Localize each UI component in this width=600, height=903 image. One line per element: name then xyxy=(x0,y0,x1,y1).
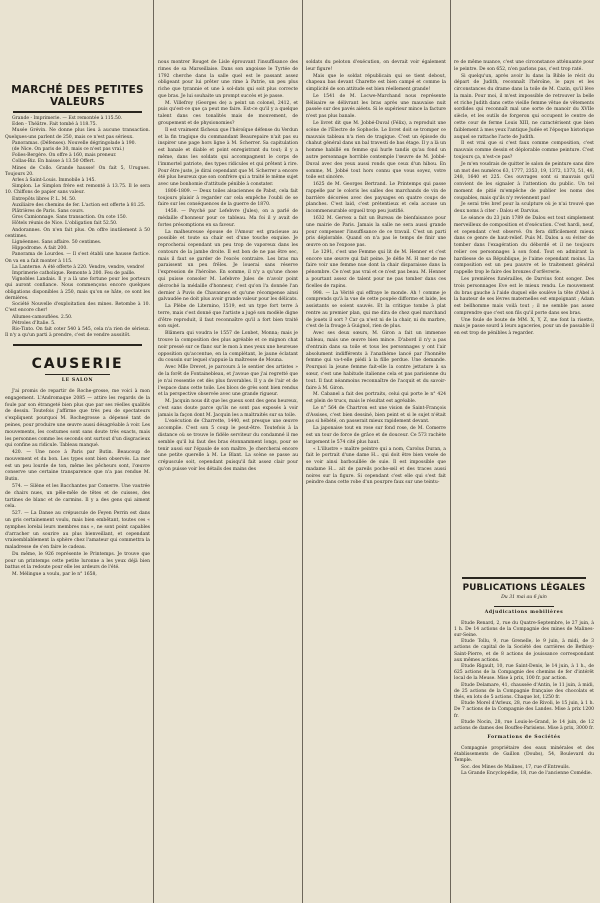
market-item: Musée Grévin. Ne donne plus lieu à aucune transaction. Quelques-uns parlent de 250, mais ce n'est pas sérieux. xyxy=(5,128,150,140)
markets-list xyxy=(5,116,150,339)
market-item: Société Nouvelle d'exploitation des mines. Retombe à 10. C'est encore cher! xyxy=(5,302,150,314)
legal-item: Etude Tollu, 9, rue Grenelle, le 9 juin, à midi, de 3 actions de capital de la Société des carrières de Bethisy-Saint-Pierre, et de 8 actions de jouissance correspondant aux mêmes actions. xyxy=(454,639,594,663)
market-item: Imprimerie catholique. Remonte à 200. Feu de paille. xyxy=(12,271,136,277)
market-item: Simplon. Le Simplon frère est remonté à 13.75. Il le sera 10. Chiffons de papier sans valeur. xyxy=(5,184,150,196)
legal-subheading: Adjudications mobilières xyxy=(484,609,564,615)
legal-section xyxy=(454,574,594,777)
market-item: (de Nice. On paris de 30, mais ce n'est pas vrai.) xyxy=(12,147,125,153)
article-paragraph: 1625 de M. Georges Bertrand. Le Printemps qui passe rappelle par le coloris les salles des marchands de vin de barrière décorées avec des paysages en quatre coups de planches. C'est laid, c'est prétentieux et cela accuse un incommensurable orgueil trop peu justifié. xyxy=(306,182,446,215)
legal-heading: PUBLICATIONS LÉGALES xyxy=(462,583,586,593)
market-item: Gros Camionnage. Sans transaction. On cote 150. xyxy=(12,215,128,221)
column-rule xyxy=(450,0,451,903)
section-rule xyxy=(494,606,554,607)
market-item: Hippodrome. A fait 200. xyxy=(12,246,68,252)
article-paragraph: M. Villefroy (Georges de) a peint un colonel, 2412, et puis qu'est-ce que ça peut me faire. Est-ce qu'il y a quelque talent dans ces tonalités mais de mouvement, de groupement et de physionomies? xyxy=(158,100,298,127)
market-item: La Lanterne. A été offerte à 220. Vendre, vendre, vendre! xyxy=(12,264,145,270)
article-paragraph: Le livret dit que M. Jobbé-Duval (Félix), a reproduit une scène de l'Électre de Sophocle. Le livret doit se tromper ce mauvais tableau n'a rien de tragique. C'est un épisode du chahut général dans un bal travesti de bas étage. Il y a là un homme habillé en femme qui hurle tandis qu'au fond un autre personnage horrible contemple l'œuvre de M. Jobbé-Duval avec des yeux aussi ronds que ceux d'un hibou. En somme, M. Jobbé tout hors connu que vous soyez, votre toile est sincère. xyxy=(306,121,446,181)
section-rule xyxy=(462,577,586,579)
legal-subheading: Formations de Sociétés xyxy=(487,735,561,741)
article-paragraph: nous montrer Rouget de Lisle éprouvant l'insuffisance des rimes de sa Marseillaise. Dans son angoisse le Tyrtée de 1792 cherche dans la salle quel est le passant assez obligeant pour lui prêter une rime à Patrie, un peu plus riche que tyrannie et une à sol-dats qui soit plus correcte que bras. Je lui souhaite un prompt succès et je passe. xyxy=(158,60,298,99)
article-paragraph: 1806-1809. — Deux toiles alsaciennes de Pabst, cela fait toujours plaisir à regarder car cela empêche l'oubli de se faire sur les conséquences de la guerre de 1870. xyxy=(158,188,298,208)
market-item: Plâtrières de Paris. Sans cours. xyxy=(12,209,85,215)
market-item: Panoramas. (Défenses). Nouvelle dégringolade à 190. xyxy=(12,140,136,146)
causerie-heading: CAUSERIE xyxy=(31,356,124,373)
article-paragraph: Le séance du 23 juin 1789 de Dalou est tout simplement merveilleux de composition et d'exécution. C'est hardi, neuf, et cependant c'est observé. On fera difficilement mieux dans ce genre de haut-relief. Puis M. Dalou a su éviter de tomber dans l'exagération du débordé et il ne toujours relier ces personnages à son fond. Tout en admirant la hardiesse de sa République, je l'aime cependant moins. La composition est un peu pauvre et le traitement général rappelle trop le faire des bronzes d'orfèvrerie. xyxy=(454,215,594,276)
article-paragraph: La japonaise tout en rose sur fond rose, de M. Comerre est un tour de force de grâce et de douceur. Ce 573 rachète largement le 574 cité plus haut. xyxy=(306,426,446,445)
market-item: Vignobles Landais. Il y a là une fortune pour les porteurs qui auront confiance. Nous commençons encore quelques obligations disponibles à 250, mais qu'on se hâte, ce sont les dernières. xyxy=(5,277,150,301)
legal-dates: Du 31 mai au 6 juin xyxy=(501,595,547,600)
article-paragraph: 420. — Une noce à Paris par Butin. Beaucoup de mouvement et du bon. Les types sont bien observés. La mer est un peu lourde de ton, même les pêcheurs sont, l'œuvre conserve une certaine transparence que n'a pas rendue M. Butin. xyxy=(5,450,150,483)
legal-item: Soc. des Mines de Malines, 17, rue d'Entreuils. xyxy=(461,764,570,770)
market-item: Rio-Tinto. On fait coter 540 à 545, cela n'a rien de sérieux. Il n'y a qu'un parti à prendre, c'est de vendre aussitôt. xyxy=(5,326,150,339)
column-2 xyxy=(158,0,298,903)
legal-item: Etude Morel d'Arleux, 28, rue de Rivoli, le 15 juin, à 1 h. De 7 actions de la Compagnie des Landes. Mise à prix 1200 fr. xyxy=(454,701,594,719)
market-item: Pétroles d'Italie. 5. xyxy=(12,320,56,326)
market-item: Folies-Bergère. On offre à 160, mais preneur. xyxy=(12,153,117,159)
market-item: Allumes-camouflées. 2.50. xyxy=(12,314,73,320)
heading-rule xyxy=(13,111,142,113)
article-paragraph: Si quelqu'un, après avoir lu dans la Bible le récit du départ de Judith, reconnaît l'héroïne, le pays et les circonstances du drame dans la toile de M. Cazin, qu'il lève la main. Pour moi, il m'est impossible de retrouver la belle et riche Judith dans cette vieille femme vêtue de vêtements sordides qui reconnaît mal une sorte de manoir du XVIIe siècle, et les outils de forgeron qui occupent le centre de cette cour de ferme Louis XIII, ne caractérisent que bien faiblement à mes yeux l'antique Judée et l'époque historique auquel se rattache l'acte de Judith. xyxy=(454,73,594,140)
article-paragraph: 998. — La Vérité qui effraye le monde. Ah ! comme je comprends qu'à la vue de cette poupée difforme et laide, les assistants se soient sauvés. Et la critique tombe à plat rentre au premier plan, qui me dira de chez quel marchand de jouets il sort ? Car ça n'est ni de la chair, ni du marbre, c'est de la frouge à Guignol, rien de plus. xyxy=(306,290,446,330)
article-paragraph: M. Jacquin nous dit que les gueux sont des gens heureux, c'est sans doute parce qu'ils ne sont pas exposés à voir jamais la façon dont M. Jacquin les a maltraités sur sa toile. xyxy=(158,399,298,418)
causerie-text xyxy=(5,389,150,579)
salon-subheading: LE SALON xyxy=(61,378,94,384)
markets-heading: MARCHÉ DES PETITES VALEURS xyxy=(11,84,144,108)
market-item: Collas-Biz. En baisse à 13.50 Offert. xyxy=(12,159,96,165)
article-paragraph: 574. — Silène et les Bacchantes par Comerre. Une vautrée de chairs nues, un pêle-mêle de têtes et de cuisses, des tartines de blanc et de carmins. Il y a des gens qui aiment cela. xyxy=(5,484,150,510)
article-paragraph: La malheureuse épouse de l'Amour est gracieuse au possible et toute sa chair est d'une touche exquise. Je reprocherai cependant un peu trop de vaporeux dans les contours de la jambe droite. Il est bon de ne pas être sec, mais il faut se garder de l'excès contraire. Les bras ma paraissent un peu frêles. Je louerai sans réserve l'expression de l'héroïne. En somme, il n'y a qu'une chose qui puisse consoler M. Lefebvre Jules de n'avoir point décroché la médaille d'honneur, c'est qu'on l'a donnée l'an dernier à Puvis de Chavannes et qu'une récompense ainsi galvaudée ne doit plus avoir grande valeur pour les délicats. xyxy=(158,229,298,303)
legal-item: Etude Delamare, 41, chaussée d'Antin, le 11 juin, à midi, de 25 actions de la Compagnie française des chocolats et thés, en lots de 5 actions. Chaque lot, 1250 fr. xyxy=(454,682,594,700)
article-paragraph: Avec ses deux sœurs, M. Giron a fait un immense tableau, mais une œuvre bien mince. D'abord il n'y a pas d'entrain dans sa toile et tous les personnages y ont l'air absolument indifférents à l'anathème lancé par l'honnête femme qui va-t-elle piédi à la fille perdue. Une demande. Pourquoi la jeune femme fait-elle la contre jettature à sa sœur, c'est une habitude italienne cela et pas parisienne du tout. Il faut néanmoins reconnaître de l'acquit et du savoir-faire à M. Giron. xyxy=(306,331,446,391)
article-paragraph: M. Mélingue a voulu, par le n° 1658, xyxy=(12,572,97,578)
column-1 xyxy=(5,0,150,903)
market-item: Arles à Saint-Louis. Immobile à 145. xyxy=(12,178,96,184)
article-paragraph: Le 1541 de M. Locwe-Marchand nous représente Bélisaire se délivrant les bras après une mauvaise nuit passée sur des pavés aiéets. Si le supérieur mince la facture n'est pas plus banale. xyxy=(306,93,446,120)
article-paragraph: Les premières funérailles, de Darvius font songer. Des trois personnages Eve est le mieux rendu. Le mouvement du bras gauche à l'aide duquel elle soulève la tête d'Abel à la hauteur de ses lèvres maternelles est empoignant ; Adam est bellhomme mais voilà tout ; il ne semble pas assez comprendre que c'est son fils qu'il porte dans ses bras. xyxy=(454,277,594,316)
article-paragraph: 1632 M. Gervex a fait un Bureau de bienfaisance pour une mairie de Paris. Jamais la salle ne sera aussi grande pour compenser l'insuffisance de ce travail. C'est un parti pris déplorable. Quand on n'a pas le temps de finir une œuvre on ne l'expose pas. xyxy=(306,215,446,249)
market-item: Auxiliaire des chemins de fer. L'action est offerte à 81.25. xyxy=(12,202,146,208)
article-paragraph: Le 1291, c'est une Femme qui lit de M. Henner et c'est encore une œuvre qui fait peine. Je défie M. H mer de me faire voir une femme nue dont la chair disparaisse dans la pénombre. Ce n'est pas vrai et ce n'est pas beau. M. Henner a pourtant assez de talent pour ne pas tomber dans ces ficelles de rapins. xyxy=(306,249,446,289)
legal-item: Compagnie propriétaire des eaux minérales et des établissements de Gaillon (Doubs), 54, Boulevard du Temple. xyxy=(454,746,594,764)
article-paragraph: Du même, le 926 représente le Printemps. Je trouve que pour un printemps cette petite luronne a les yeux déjà bien battus et la redoute pour elle les ardeurs de l'été. xyxy=(5,551,150,571)
column-3 xyxy=(306,0,446,903)
market-item: Eden - Théâtre. Fait tombé à 118.75. xyxy=(12,122,97,128)
article-paragraph: Il est vrai que si c'est faux comme composition, c'est mauvais comme dessin et déplorable comme peinture. C'est toujours ça, n'est-ce pas? xyxy=(454,141,594,160)
column-4 xyxy=(454,0,594,903)
market-item: Mines de Collo. Grande hausse! On fait 5, Urugues. Toujours 20. xyxy=(5,165,150,177)
market-item: Andorannes. On n'en fait plus. On offre inutilement à 50 centimes. xyxy=(5,227,150,239)
legal-item: Etude Nocin, 28, rue Louis-le-Grand, le 14 juin, de 12 actions de dames des Bouffes-Parisiens. Mise à prix, 3000 fr. xyxy=(454,719,594,732)
article-paragraph: « L'illustre » maître peintre qui a nom, Carolus Duran, a fait le portrait d'une dame H... qui doit être bien vexée de se voir ainsi barbouillée de suie. Il est impossible que madame H... ait de pareils poche-œil et des traces aussi noires sur la figure. Si cependant c'est elle qui s'est fait peindre dans cette robe d'un pourpre faux sur une teintu- xyxy=(306,446,446,486)
section-rule xyxy=(45,374,110,375)
article-paragraph: L'exécution de Charrette, 1440, est presque une œuvre accomplie. C'est son 5 coup le peut-être. Toutefois à la distance où se trouve le fidèle serviteur du condamné il me semble qu'il lui faut des bras étonnamment longs, pour se tenir aussi sur l'épaule de son maître. Je chercherai encore une petite querelle à M. Le Blant. La scène se passe au crépuscule soit, cependant puisqu'il fait assez clair pour qu'on puisse voir les détails des mains des xyxy=(158,419,298,472)
article-paragraph: 527. — La Danse au crépuscule de Feyen Perrin est dans un gris certainement voulu, mais bien embêtant, toutes ces « nymphes lorelai leurs membres nus », ne sont point capables d'arracher un sourire au plus bienveillant, et cependant vraisemblablement la sphère chez l'amateur qui commettra la maladresse de s'en faire le cadeau. xyxy=(5,511,150,551)
adjudications-list xyxy=(454,621,594,733)
market-item: Lignéennes. Sans affaire. 50 centimes. xyxy=(12,240,102,246)
column-rule xyxy=(302,0,303,903)
article-paragraph: Mais que le soldat républicain qui se tient debout, chapeau bas devant Charette est bien campé et comme la simplicité de son attitude est bien réellement grande! xyxy=(306,73,446,93)
article-paragraph: J'ai promis de repartir de Roche-grosse, me voici à mon engagement. L'Andromaque 2085 — attire les regards de la foule par son étrangeté bien plus que par ses réelles qualités de dessin. Toutefois j'affirme que très peu de spectateurs s'expliquent pourquoi M. Rochegrosse a dépensé tant de peines, pour produire une œuvre aussi désagréable à voir. Les mouvements, les costumes sont sans doute très exacts, mais les personnes comme les seconds ont surtout d'un disgracieux qui confine au ridicule. Tableau manqué. xyxy=(5,389,150,449)
column-rule xyxy=(153,0,154,903)
market-item: Panorama de Lourdes. — Il s'est établi une hausse factice. On va en a fait monter à 115. xyxy=(5,252,150,264)
article-paragraph: Il est vraiment fâcheux que l'héroïque défense du Verdun et la fin tragique du commandant Beaurepaire n'ait pas su inspirer une page hors ligne à M. Scherrer. Sa capitulation est banale et diable et point enregistrant du tout; il y a même, dans les soldats qui accompagnent le corps de l'immortel patriote, des types ridicules et qui prêtent à rire. Pour être juste, je dirai cependant que M. Scherrer a encore été plus heureux que son confrère qui a traité le même sujet avec une bonhomie d'attitude pénible à constater. xyxy=(158,127,298,188)
societies-list xyxy=(454,746,594,777)
article-paragraph: Une foule de boute de MM. X, Y, Z, me font la risette, mais je passe sourd à leurs agaceries, pour un de passable il en est trop de pénibles à regarder. xyxy=(454,317,594,337)
legal-item: Etude Rigault, 10, rue Saint-Denis, le 14 juin, à 1 h., de 625 actions de la Compagnie des chemins de fer d'intérêt local de la Meuse. Mise à prix, 100 fr. par action. xyxy=(454,663,594,682)
legal-item: Etude Renard, 2, rue du Quatre-Septembre, le 27 juin, à 1 h. De 14 actions de la Compagnie des mines de Malines-sur-Seine. xyxy=(454,620,594,638)
article-paragraph: La Plèbe de Liternino, 1519, est un type fort terre à terre, mais c'est donné que l'artiste a jugé son modèle digne d'être reproduit, il faut reconnaître qu'il a fort bien traité son sujet. xyxy=(158,304,298,330)
article-paragraph: soldats du peloton d'exécution, on devrait voir également leur figure! xyxy=(306,60,446,72)
market-item: Grande - Imprimerie. — Est remontée à 115.50. xyxy=(12,116,123,121)
article-paragraph: M. Cabanel a fait des portraits, celui qui porte le n° 424 est plein de trucs, mais le résultat est agréable. xyxy=(306,392,446,405)
salon-continuation xyxy=(454,60,594,338)
article-paragraph: Blâmera qui voudra le 1557 de Lonbet, Monna; mais je trouve la composition des plus agréable et ce mignon chat noir pressé sur ce flanc sur le mon à mes yeux une heureuse opposition qu'accentue, en la complétant, le jaune éclatant du coussin sur lequel s'appuie la maîtresse de Mouna. xyxy=(158,331,298,364)
article-paragraph: Le n° 564 de Chartron est une vision de Saint-François d'Assises, c'est bien dessiné, bien peint et si le sujet n'était pas si hébété, on passerait mieux rapidement devant. xyxy=(306,405,446,425)
article-paragraph: Je serai très bref pour la sculpture où je n'ai trouvé que deux noms à citer : Dalou et Darvius. xyxy=(454,202,594,215)
article-paragraph: re de même nuance, c'est une circonstance atténuante pour le peintre. De son 652, n'en parlons pas, c'est trop raté. xyxy=(454,60,594,72)
market-item: Hôtels réunis de Nice. L'obligation fait 52.50. xyxy=(12,221,118,227)
article-paragraph: 1458. — Psyché par Lefebvre (Jules), on a parlé de médaille d'honneur pour ce tableau. Ma foi il y avait de fortes présomptions en sa faveur. xyxy=(158,209,298,228)
article-paragraph: Avec Mlle Drevet, je parcours à le sentier des artistes » de la forêt de Fontainebleau, et j'avoue que j'ai regretté que je n'ai ressentie cet dès plus favorables. Il y a de l'air et de l'espace dans cette toile. Les blocs de grès sont bien rendus et la perspective observée avec une grande rigueur. xyxy=(158,365,298,398)
section-rule xyxy=(13,344,142,346)
article-paragraph: Je m'en voudrais de quitter le salon de peinture sans dire un mot des numéros 63, 1777, 2353, 19, 1372, 1373, 51, 48, 248, 1640 et 225. Ces ouvrages sont si mauvais qu'il convient de les signaler à l'attention du public. Un tel moment de pitié m'empêche de publier les noms des coupables, mais qu'ils n'y reviennent pas! xyxy=(454,161,594,201)
market-item: Entrepôts libres P. L. M. 50. xyxy=(12,196,77,202)
legal-item: La Grande Encyclopédie, 18, rue de l'ancienne Comédie. xyxy=(461,770,593,776)
